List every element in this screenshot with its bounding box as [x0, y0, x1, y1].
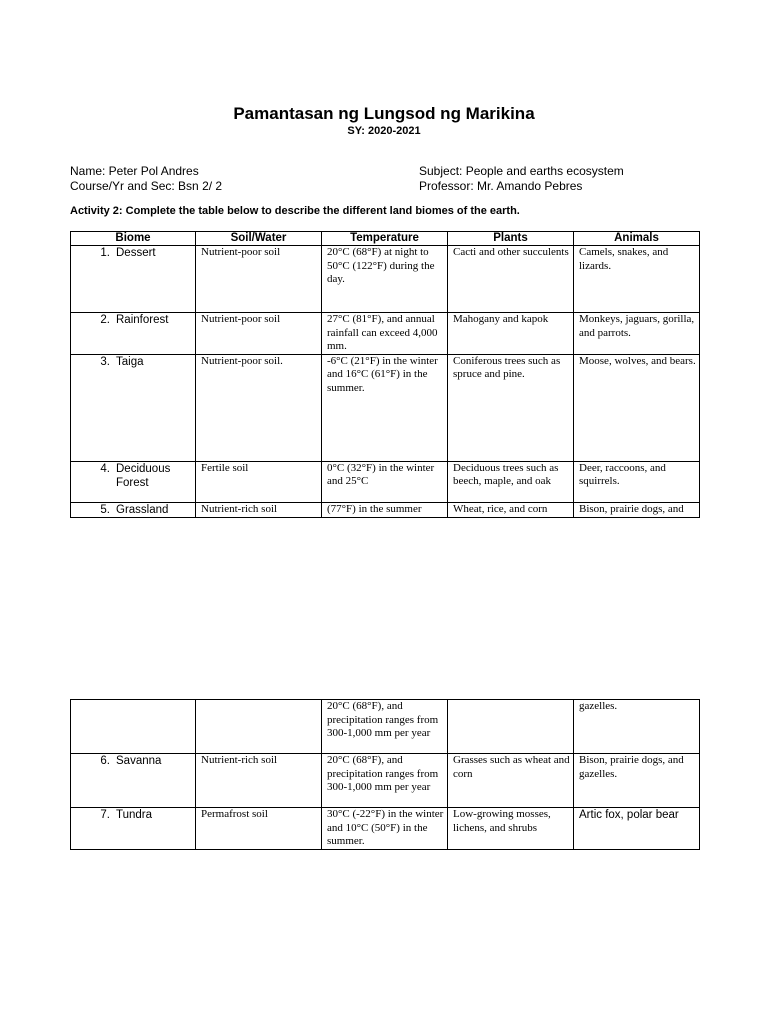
biome-table-continued	[70, 699, 700, 850]
biome-name: Savanna	[116, 755, 162, 767]
row-number: 7.	[100, 809, 110, 821]
temperature-cell: -6°C (21°F) in the winter and 16°C (61°F) in the summer.	[322, 354, 448, 461]
column-header-temperature: Temperature	[322, 232, 448, 246]
school-year: SY: 2020-2021	[347, 125, 421, 137]
temperature-cell: 20°C (68°F) at night to 50°C (122°F) during the day.	[322, 246, 448, 313]
row-number: 6.	[100, 755, 110, 767]
table-row	[71, 808, 700, 850]
plants-cell: Wheat, rice, and corn	[448, 502, 574, 517]
biome-table	[70, 231, 700, 518]
plants-cell: Coniferous trees such as spruce and pine.	[448, 354, 574, 461]
animals-cell: Artic fox, polar bear	[574, 808, 700, 850]
biome-cell	[71, 754, 196, 808]
biome-name: Grassland	[116, 503, 169, 516]
column-header-animals: Animals	[574, 232, 700, 246]
plants-cell: Cacti and other succulents	[448, 246, 574, 313]
column-header-plants: Plants	[448, 232, 574, 246]
plants-cell: Mahogany and kapok	[448, 313, 574, 355]
biome-name: Rainforest	[116, 314, 169, 326]
table-row	[71, 354, 700, 461]
animals-cell: Deer, raccoons, and squirrels.	[574, 461, 700, 502]
table-row	[71, 502, 700, 517]
biome-cell	[71, 700, 196, 754]
soil-cell: Permafrost soil	[196, 808, 322, 850]
row-number: 1.	[100, 247, 110, 259]
animals-cell: Camels, snakes, and lizards.	[574, 246, 700, 313]
soil-cell: Nutrient-poor soil.	[196, 354, 322, 461]
animals-cell: gazelles.	[574, 700, 700, 754]
biome-name: Dessert	[116, 247, 156, 259]
biome-name: Deciduous Forest	[116, 462, 171, 489]
table-row	[71, 246, 700, 313]
biome-cell	[71, 808, 196, 850]
student-name: Name: Peter Pol Andres	[70, 164, 199, 178]
row-number: 4.	[100, 462, 110, 475]
biome-name: Taiga	[116, 355, 144, 368]
biome-cell	[71, 313, 196, 355]
animals-cell: Moose, wolves, and bears.	[574, 354, 700, 461]
row-number: 5.	[100, 503, 110, 516]
table-header-row	[71, 232, 700, 246]
biome-cell	[71, 502, 196, 517]
subject: Subject: People and earths ecosystem	[419, 164, 624, 178]
soil-cell	[196, 700, 322, 754]
course-section: Course/Yr and Sec: Bsn 2/ 2	[70, 179, 223, 193]
row-number: 2.	[100, 314, 110, 326]
column-header-soil: Soil/Water	[196, 232, 322, 246]
biome-name: Tundra	[116, 809, 153, 821]
plants-cell	[448, 700, 574, 754]
soil-cell: Nutrient-rich soil	[196, 502, 322, 517]
professor: Professor: Mr. Amando Pebres	[419, 179, 583, 193]
animals-cell: Bison, prairie dogs, and	[574, 502, 700, 517]
temperature-cell: 20°C (68°F), and precipitation ranges from 300-1,000 mm per year	[322, 700, 448, 754]
plants-cell: Low-growing mosses, lichens, and shrubs	[448, 808, 574, 850]
temperature-cell: 20°C (68°F), and precipitation ranges from 300-1,000 mm per year	[322, 754, 448, 808]
activity-instruction: Activity 2: Complete the table below to describe the different land biomes of the earth.	[70, 205, 520, 217]
school-title: Pamantasan ng Lungsod ng Marikina	[233, 104, 535, 123]
table-row	[71, 700, 700, 754]
row-number: 3.	[100, 355, 110, 368]
biome-cell	[71, 246, 196, 313]
plants-cell: Deciduous trees such as beech, maple, and oak	[448, 461, 574, 502]
table-row	[71, 313, 700, 355]
biome-cell	[71, 354, 196, 461]
temperature-cell: 30°C (-22°F) in the winter and 10°C (50°F) in the summer.	[322, 808, 448, 850]
column-header-biome: Biome	[71, 232, 196, 246]
biome-cell	[71, 461, 196, 502]
soil-cell: Nutrient-rich soil	[196, 754, 322, 808]
temperature-cell: (77°F) in the summer	[322, 502, 448, 517]
plants-cell: Grasses such as wheat and corn	[448, 754, 574, 808]
table-row	[71, 461, 700, 502]
temperature-cell: 0°C (32°F) in the winter and 25°C	[322, 461, 448, 502]
table-row	[71, 754, 700, 808]
animals-cell: Monkeys, jaguars, gorilla, and parrots.	[574, 313, 700, 355]
temperature-cell: 27°C (81°F), and annual rainfall can exceed 4,000 mm.	[322, 313, 448, 355]
soil-cell: Nutrient-poor soil	[196, 313, 322, 355]
animals-cell: Bison, prairie dogs, and gazelles.	[574, 754, 700, 808]
soil-cell: Fertile soil	[196, 461, 322, 502]
soil-cell: Nutrient-poor soil	[196, 246, 322, 313]
